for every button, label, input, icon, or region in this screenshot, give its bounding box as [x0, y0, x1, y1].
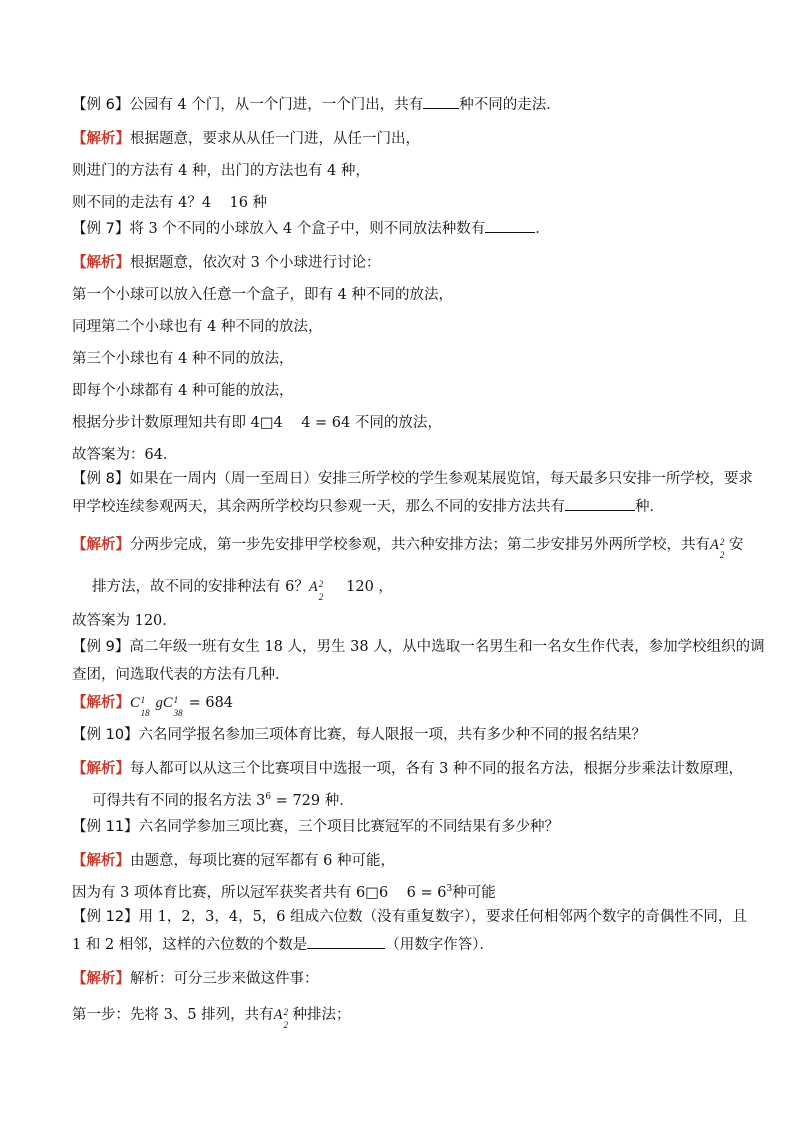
solution-text: 解析：可分三步来做这件事：	[130, 971, 319, 987]
example-9-question-2: 查团，问选取代表的方法有几种．	[72, 667, 290, 683]
example-7-solution-2: 第一个小球可以放入任意一个盒子，即有 4 种不同的放法，	[72, 287, 453, 303]
solution-tag: 【解析】	[72, 255, 130, 271]
permutation-symbol: A 2 2	[710, 536, 725, 560]
solution-text: 因为有 3 项体育比赛，所以冠军获奖者共有 6□6 6 = 6	[72, 885, 447, 901]
example-12-solution-1	[72, 970, 319, 988]
example-11-question	[72, 818, 559, 836]
question-text: 种．	[635, 499, 664, 515]
example-10-solution-2: 可得共有不同的报名方法 $3^6 = 729$ 种．	[92, 792, 354, 809]
example-7-solution-3: 同理第二个小球也有 4 种不同的放法，	[72, 319, 323, 335]
example-12-question-2	[72, 934, 494, 954]
answer-blank	[485, 218, 535, 233]
example-label: 【例 10】	[72, 727, 139, 743]
solution-tag: 【解析】	[72, 695, 130, 711]
question-text: 公园有 4 个门，从一个门进，一个门出，共有	[129, 97, 424, 113]
example-8-solution-2	[92, 578, 393, 602]
example-8-answer: 故答案为 120．	[72, 613, 177, 629]
example-12-question-1	[72, 908, 747, 926]
solution-text: 安	[728, 537, 744, 553]
question-text: 六名同学参加三项比赛，三个项目比赛冠军的不同结果有多少种？	[138, 819, 560, 835]
combination-expression: C 1 18 gC 1 38	[130, 694, 183, 718]
solution-text: 排方法，故不同的安排种法有 6？	[92, 579, 309, 595]
solution-text: 分两步完成，第一步先安排甲学校参观，共六种安排方法；第二步安排另外两所学校，共有	[130, 537, 710, 553]
example-12-step-1	[72, 1006, 351, 1030]
example-label: 【例 11】	[72, 819, 139, 835]
solution-text: = 684	[188, 695, 234, 711]
answer-blank	[307, 934, 385, 949]
solution-text: = 729 种．	[271, 793, 354, 809]
example-6-question	[72, 94, 561, 114]
solution-text: 由题意，每项比赛的冠军都有 6 种可能，	[130, 853, 395, 869]
example-7-solution-1	[72, 254, 380, 272]
solution-text: 可得共有不同的报名方法 3	[92, 793, 266, 809]
question-text: 1 和 2 相邻，这样的六位数的个数是	[72, 937, 308, 953]
question-text: 将 3 个不同的小球放入 4 个盒子中，则不同放法种数有	[129, 221, 486, 237]
question-text: 甲学校连续参观两天，其余两所学校均只参观一天，那么不同的安排方法共有	[72, 499, 565, 515]
solution-tag: 【解析】	[72, 761, 130, 777]
solution-text: 种排法；	[292, 1007, 351, 1023]
example-10-question	[72, 726, 646, 744]
example-7-solution-4: 第三个小球也有 4 种不同的放法，	[72, 351, 294, 367]
example-9-solution	[72, 694, 234, 718]
permutation-symbol: A 2 2	[273, 1006, 289, 1030]
question-text: 种不同的走法．	[459, 97, 561, 113]
question-text: 用 1，2，3，4，5，6 组成六位数（没有重复数字），要求任何相邻两个数字的奇偶性不同，且	[138, 909, 747, 925]
example-6-solution-2: 则进门的方法有 4 种，出门的方法也有 4 种，	[72, 163, 370, 179]
answer-blank	[565, 496, 635, 511]
solution-text: 每人都可以从这三个比赛项目中选报一项，各有 3 种不同的报名方法，根据分步乘法计数原理，	[130, 761, 743, 777]
example-11-solution-1	[72, 852, 395, 870]
solution-text: 根据题意，要求从从任一门进，从任一门出，	[130, 131, 420, 147]
example-11-solution-2: 因为有 3 项体育比赛，所以冠军获奖者共有 6□6 $6 = 6^3$种可能	[72, 884, 496, 901]
example-7-answer: 故答案为：64．	[72, 447, 178, 463]
answer-blank	[423, 94, 459, 109]
example-label: 【例 8】	[72, 471, 130, 487]
question-text: 六名同学报名参加三项体育比赛，每人限报一项，共有多少种不同的报名结果？	[138, 727, 647, 743]
example-8-question-1	[72, 470, 753, 488]
example-8-solution-1	[72, 536, 744, 560]
example-8-question-2	[72, 496, 664, 516]
example-6-solution-1	[72, 130, 420, 148]
example-6-solution-3: 则不同的走法有 4？4 16 种	[72, 195, 268, 211]
example-label: 【例 6】	[72, 97, 130, 113]
question-text: 高二年级一班有女生 18 人，男生 38 人，从中选取一名男生和一名女生作代表，参加学校组织的调	[129, 639, 765, 655]
solution-tag: 【解析】	[72, 131, 130, 147]
question-text: （用数字作答）．	[385, 937, 495, 953]
example-10-solution-1	[72, 760, 743, 778]
solution-tag: 【解析】	[72, 853, 130, 869]
solution-text: 种可能	[452, 885, 496, 901]
example-label: 【例 9】	[72, 639, 130, 655]
solution-text: 第一步：先将 3、5 排列，共有	[72, 1007, 274, 1023]
example-9-question-1	[72, 638, 765, 656]
example-label: 【例 12】	[72, 909, 139, 925]
solution-text: 根据题意，依次对 3 个小球进行讨论：	[130, 255, 381, 271]
example-7-solution-5: 即每个小球都有 4 种可能的放法，	[72, 383, 294, 399]
solution-text: 120 ，	[346, 579, 393, 595]
permutation-symbol: A 2 2	[308, 578, 324, 602]
example-7-solution-6: 根据分步计数原理知共有即 4□4 4 = 64 不同的放法，	[72, 415, 442, 431]
solution-tag: 【解析】	[72, 971, 130, 987]
question-text: 如果在一周内（周一至周日）安排三所学校的学生参观某展览馆，每天最多只安排一所学校，要求	[129, 471, 753, 487]
example-label: 【例 7】	[72, 221, 130, 237]
question-text: ．	[535, 221, 550, 237]
solution-tag: 【解析】	[72, 537, 130, 553]
example-7-question	[72, 218, 550, 238]
